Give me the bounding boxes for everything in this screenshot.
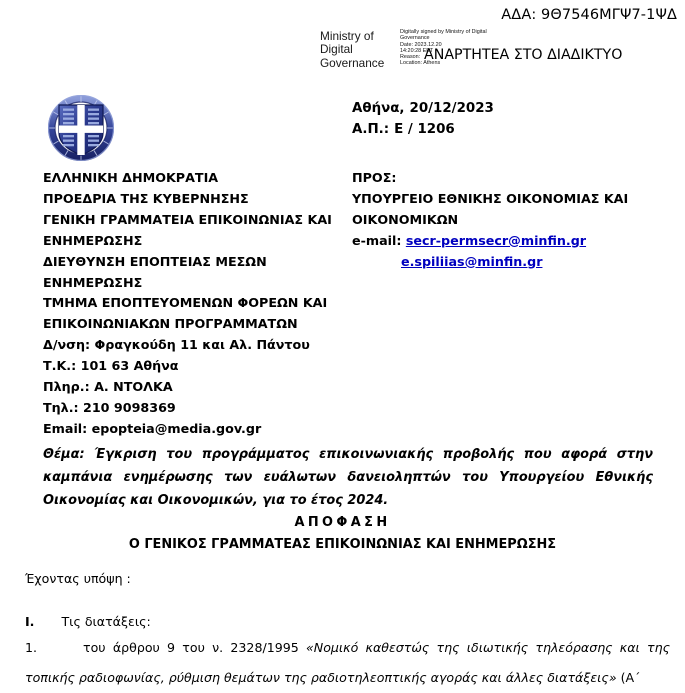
decision-subheading: Ο ΓΕΝΙΚΟΣ ΓΡΑΜΜΑΤΕΑΣ ΕΠΙΚΟΙΝΩΝΙΑΣ ΚΑΙ ΕΝΗΜΕΡΩΣΗΣ xyxy=(128,537,557,552)
protocol-number: Ε / 1206 xyxy=(394,122,455,137)
issuing-organization-block xyxy=(43,168,343,440)
publication-note: ΑΝΑΡΤΗΤΕΑ ΣΤΟ ΔΙΑΔΙΚΤΥΟ xyxy=(424,47,623,63)
document-meta xyxy=(352,98,494,140)
issue-place-and-date xyxy=(352,98,494,119)
issue-date: 20/12/2023 xyxy=(409,101,494,116)
recipient-email-row-2 xyxy=(352,252,652,273)
org-line-4: ΕΝΗΜΕΡΩΣΗΣ xyxy=(43,232,143,248)
org-line-6: ΕΝΗΜΕΡΩΣΗΣ xyxy=(43,274,143,290)
protocol-label: Α.Π.: xyxy=(352,122,390,137)
body-list-item-1 xyxy=(25,633,670,693)
org-address: Δ/νση: Φραγκούδη 11 και Αλ. Πάντου xyxy=(43,337,310,353)
hellenic-republic-emblem-icon xyxy=(48,95,114,161)
body-item-text-end: (Α΄ xyxy=(616,670,641,685)
org-email: Email: epopteia@media.gov.gr xyxy=(43,420,262,436)
signature-reason: Reason: xyxy=(400,54,421,61)
recipient-email-row xyxy=(352,231,652,252)
body-item-number: 1. xyxy=(25,640,38,655)
issue-place-label: Αθήνα, xyxy=(352,101,405,116)
org-phone: Τηλ.: 210 9098369 xyxy=(43,399,176,415)
body-section-heading xyxy=(25,610,151,633)
org-line-1: ΕΛΛΗΝΙΚΗ ΔΗΜΟΚΡΑΤΙΑ xyxy=(43,170,219,185)
body-section-number: I. xyxy=(25,614,35,629)
body-item-text-start: του άρθρου 9 του ν. 2328/1995 xyxy=(83,640,306,655)
body-section-title: Τις διατάξεις: xyxy=(61,614,151,629)
org-line-8: ΕΠΙΚΟΙΝΩΝΙΑΚΩΝ ΠΡΟΓΡΑΜΜΑΤΩΝ xyxy=(43,316,298,332)
signature-location: Location: Athens xyxy=(400,60,441,67)
signature-signed-by: Digitally signed by Ministry of Digital Governance xyxy=(400,29,487,42)
digital-signature-authority: Ministry of Digital Governance xyxy=(320,29,385,70)
recipient-email-link-1[interactable]: secr-permsecr@minfin.gr xyxy=(405,232,587,248)
recipient-name-line-2: ΟΙΚΟΝΟΜΙΚΩΝ xyxy=(352,211,459,227)
signature-time: 14:20:28 EET xyxy=(400,47,434,54)
body-preamble: Έχοντας υπόψη : xyxy=(25,571,131,586)
recipient-email-label: e-mail: xyxy=(352,232,402,248)
org-line-5: ΔΙΕΥΘΥΝΣΗ ΕΠΟΠΤΕΙΑΣ ΜΕΣΩΝ xyxy=(43,253,267,269)
recipient-email-link-2[interactable]: e.spiliias@minfin.gr xyxy=(401,253,543,269)
org-line-2: ΠΡΟΕΔΡΙΑ ΤΗΣ ΚΥΒΕΡΝΗΣΗΣ xyxy=(43,190,249,206)
recipient-block xyxy=(352,168,652,273)
org-contact-person: Πληρ.: Α. ΝΤΟΛΚΑ xyxy=(43,379,173,395)
org-postal-code: Τ.Κ.: 101 63 Αθήνα xyxy=(43,358,179,374)
ada-reference-code: ΑΔΑ: 9Θ7546ΜΓΨ7-1ΨΔ xyxy=(501,7,677,23)
protocol-number-row xyxy=(352,119,494,140)
org-line-3: ΓΕΝΙΚΗ ΓΡΑΜΜΑΤΕΙΑ ΕΠΙΚΟΙΝΩΝΙΑΣ ΚΑΙ xyxy=(43,211,332,227)
recipient-to-label: ΠΡΟΣ: xyxy=(352,170,397,185)
body-item-text-quoted: «Νομικό καθεστώς της ιδιωτικής τηλεόρασης και της τοπικής ραδιοφωνίας, ρύθμιση θεμάτων της ραδιοτηλεοπτικής αγοράς και άλλες διατάξεις» xyxy=(25,640,670,685)
decision-heading: ΑΠΟΦΑΣΗ xyxy=(294,515,391,530)
signature-date: Date: 2023.12.20 xyxy=(400,41,442,48)
recipient-name-line-1: ΥΠΟΥΡΓΕΙΟ ΕΘΝΙΚΗΣ ΟΙΚΟΝΟΜΙΑΣ ΚΑΙ xyxy=(352,190,629,206)
org-line-7: ΤΜΗΜΑ ΕΠΟΠΤΕΥΟΜΕΝΩΝ ΦΟΡΕΩΝ ΚΑΙ xyxy=(43,295,328,311)
subject-paragraph: Θέμα: Έγκριση του προγράμματος επικοινωνιακής προβολής που αφορά στην καμπάνια ενημέρωσης των ευάλωτων δανειοληπτών του Υπουργείου Εθνικής Οικονομίας και Οικονομικών, για το έτος 2024. xyxy=(43,447,653,508)
